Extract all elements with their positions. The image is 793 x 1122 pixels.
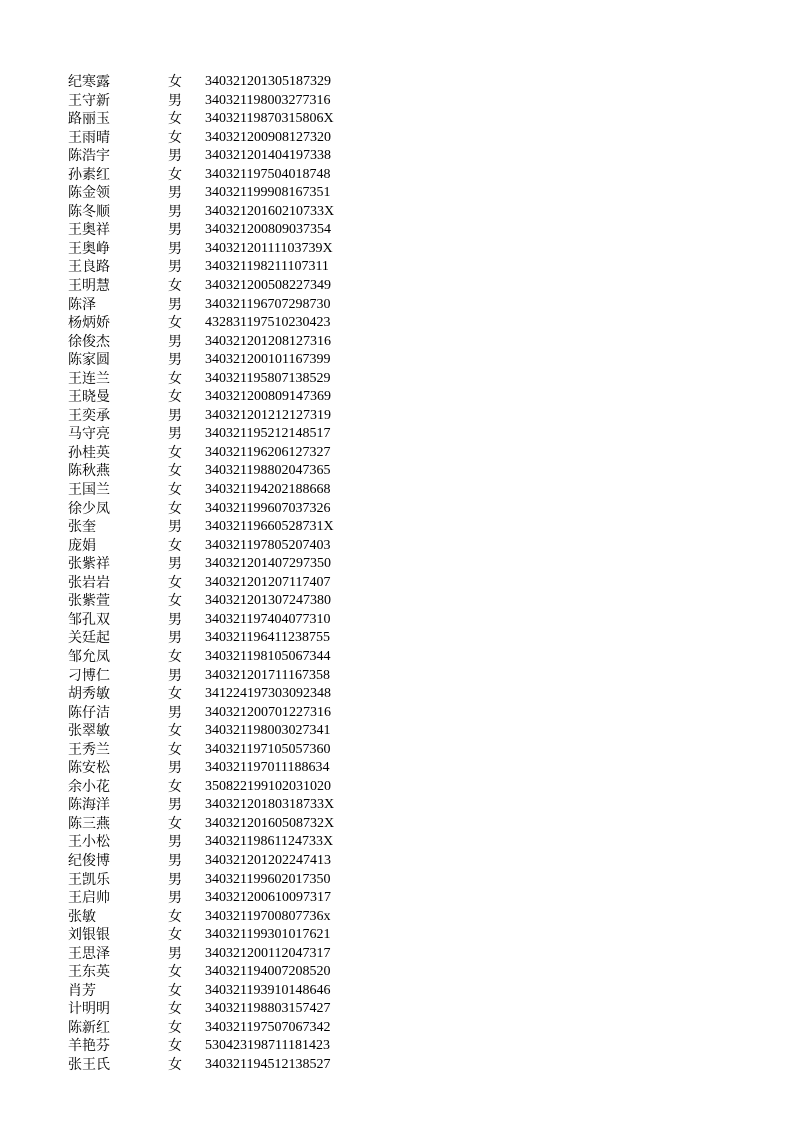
name-cell: 陈浩宇 (68, 148, 110, 165)
id-number-cell: 34032120111103739X (205, 240, 333, 256)
id-number-cell: 341224197303092348 (205, 686, 331, 702)
id-number-cell: 340321201404197338 (205, 148, 331, 164)
name-cell: 陈冬顺 (68, 203, 110, 220)
gender-cell: 男 (168, 890, 182, 907)
gender-cell: 男 (168, 407, 182, 424)
id-number-cell: 340321201202247413 (205, 852, 331, 868)
name-cell: 王启帅 (68, 890, 110, 907)
id-number-cell: 340321201711167358 (205, 667, 330, 683)
id-number-cell: 340321197504018748 (205, 166, 331, 182)
id-number-cell: 340321198105067344 (205, 648, 331, 664)
id-number-cell: 340321196411238755 (205, 630, 330, 646)
name-cell: 王良路 (68, 259, 110, 276)
name-cell: 王小松 (68, 834, 110, 851)
name-cell: 张翠敏 (68, 723, 110, 740)
name-cell: 王秀兰 (68, 741, 110, 758)
name-cell: 张紫萱 (68, 593, 110, 610)
name-cell: 胡秀敏 (68, 686, 110, 703)
name-cell: 计明明 (68, 1001, 110, 1018)
name-cell: 张紫祥 (68, 556, 110, 573)
id-number-cell: 34032120160210733X (205, 203, 335, 219)
name-cell: 马守亮 (68, 426, 110, 443)
gender-cell: 女 (168, 741, 182, 758)
id-number-cell: 340321197404077310 (205, 611, 331, 627)
id-number-cell: 340321193910148646 (205, 982, 331, 998)
name-cell: 张王氏 (68, 1056, 110, 1073)
name-cell: 纪俊博 (68, 852, 110, 869)
name-cell: 王守新 (68, 92, 110, 109)
gender-cell: 男 (168, 203, 182, 220)
gender-cell: 男 (168, 760, 182, 777)
name-cell: 邹允凤 (68, 648, 110, 665)
id-number-cell: 340321201208127316 (205, 333, 331, 349)
gender-cell: 男 (168, 426, 182, 443)
gender-cell: 男 (168, 259, 182, 276)
id-number-cell: 340321196707298730 (205, 296, 331, 312)
name-cell: 王思泽 (68, 945, 110, 962)
id-number-cell: 34032120160508732X (205, 815, 335, 831)
name-cell: 王凯乐 (68, 871, 110, 888)
gender-cell: 男 (168, 240, 182, 257)
name-cell: 王东英 (68, 964, 110, 981)
id-number-cell: 340321198211107311 (205, 259, 329, 275)
gender-cell: 男 (168, 92, 182, 109)
name-cell: 王连兰 (68, 370, 110, 387)
name-cell: 羊艳芬 (68, 1038, 110, 1055)
gender-cell: 女 (168, 500, 182, 517)
gender-cell: 男 (168, 704, 182, 721)
gender-cell: 女 (168, 982, 182, 999)
id-number-cell: 340321194007208520 (205, 964, 331, 980)
name-cell: 徐俊杰 (68, 333, 110, 350)
gender-cell: 女 (168, 574, 182, 591)
gender-cell: 男 (168, 871, 182, 888)
gender-cell: 男 (168, 352, 182, 369)
gender-cell: 男 (168, 797, 182, 814)
id-number-cell: 340321201305187329 (205, 74, 331, 89)
gender-cell: 男 (168, 519, 182, 536)
gender-cell: 男 (168, 222, 182, 239)
id-number-cell: 34032119660528731X (205, 519, 334, 535)
id-number-cell: 34032119870315806X (205, 111, 334, 127)
id-number-cell: 340321199602017350 (205, 871, 331, 887)
id-number-cell: 340321201212127319 (205, 407, 331, 423)
gender-cell: 女 (168, 463, 182, 480)
gender-cell: 女 (168, 908, 182, 925)
name-cell: 王明慧 (68, 278, 110, 295)
gender-cell: 女 (168, 1056, 182, 1073)
name-cell: 张奎 (68, 519, 96, 536)
name-cell: 肖芳 (68, 982, 96, 999)
id-number-cell: 340321200809147369 (205, 389, 331, 405)
id-number-cell: 34032120180318733X (205, 797, 335, 813)
gender-cell: 男 (168, 834, 182, 851)
id-number-cell: 340321200809037354 (205, 222, 331, 238)
gender-cell: 男 (168, 852, 182, 869)
gender-cell: 女 (168, 129, 182, 146)
id-number-cell: 340321198003027341 (205, 723, 331, 739)
name-cell: 邹孔双 (68, 611, 110, 628)
id-number-cell: 350822199102031020 (205, 778, 331, 794)
gender-cell: 男 (168, 148, 182, 165)
gender-cell: 女 (168, 1001, 182, 1018)
gender-cell: 男 (168, 611, 182, 628)
id-number-cell: 530423198711181423 (205, 1038, 330, 1054)
name-cell: 陈金领 (68, 185, 110, 202)
id-number-cell: 340321199607037326 (205, 500, 331, 516)
gender-cell: 女 (168, 815, 182, 832)
id-number-cell: 340321194512138527 (205, 1056, 331, 1072)
id-number-cell: 340321200508227349 (205, 278, 331, 294)
name-cell: 陈三燕 (68, 815, 110, 832)
name-cell: 陈仔洁 (68, 704, 110, 721)
name-cell: 陈泽 (68, 296, 96, 313)
id-number-cell: 340321201307247380 (205, 593, 331, 609)
gender-cell: 女 (168, 315, 182, 332)
name-cell: 余小花 (68, 778, 110, 795)
name-cell: 陈海洋 (68, 797, 110, 814)
id-number-cell: 340321196206127327 (205, 444, 331, 460)
name-cell: 路丽玉 (68, 111, 110, 128)
gender-cell: 女 (168, 593, 182, 610)
gender-cell: 女 (168, 1019, 182, 1036)
id-number-cell: 34032119861124733X (205, 834, 334, 850)
gender-cell: 女 (168, 370, 182, 387)
name-cell: 刁博仁 (68, 667, 110, 684)
gender-cell: 男 (168, 667, 182, 684)
id-number-cell: 340321199301017621 (205, 927, 331, 943)
gender-cell: 女 (168, 723, 182, 740)
name-cell: 陈新红 (68, 1019, 110, 1036)
gender-cell: 男 (168, 945, 182, 962)
gender-cell: 男 (168, 556, 182, 573)
gender-cell: 女 (168, 166, 182, 183)
name-cell: 杨炳娇 (68, 315, 110, 332)
gender-cell: 女 (168, 686, 182, 703)
gender-cell: 女 (168, 74, 182, 90)
name-cell: 关廷起 (68, 630, 110, 647)
gender-cell: 男 (168, 630, 182, 647)
name-cell: 王奥峥 (68, 240, 110, 257)
name-cell: 王晓曼 (68, 389, 110, 406)
id-number-cell: 340321198802047365 (205, 463, 331, 479)
gender-cell: 女 (168, 278, 182, 295)
id-number-cell: 340321197011188634 (205, 760, 330, 776)
id-number-cell: 340321200101167399 (205, 352, 331, 368)
id-number-cell: 340321198003277316 (205, 92, 331, 108)
name-cell: 孙素红 (68, 166, 110, 183)
id-number-cell: 34032119700807736x (205, 908, 331, 924)
gender-cell: 男 (168, 185, 182, 202)
id-number-cell: 340321198803157427 (205, 1001, 331, 1017)
gender-cell: 女 (168, 444, 182, 461)
id-number-cell: 340321194202188668 (205, 482, 331, 498)
gender-cell: 女 (168, 927, 182, 944)
id-number-cell: 340321200610097317 (205, 890, 331, 906)
name-cell: 王雨晴 (68, 129, 110, 146)
id-number-cell: 340321200701227316 (205, 704, 331, 720)
id-number-cell: 340321195212148517 (205, 426, 331, 442)
id-number-cell: 340321197805207403 (205, 537, 331, 553)
name-cell: 庞娟 (68, 537, 96, 554)
name-cell: 陈家圆 (68, 352, 110, 369)
name-cell: 王国兰 (68, 482, 110, 499)
id-number-cell: 340321201207117407 (205, 574, 331, 590)
name-cell: 王奥祥 (68, 222, 110, 239)
gender-cell: 女 (168, 964, 182, 981)
id-number-cell: 432831197510230423 (205, 315, 331, 331)
gender-cell: 女 (168, 778, 182, 795)
id-number-cell: 340321197507067342 (205, 1019, 331, 1035)
name-cell: 陈秋燕 (68, 463, 110, 480)
id-number-cell: 340321200908127320 (205, 129, 331, 145)
gender-cell: 男 (168, 296, 182, 313)
id-number-cell: 340321197105057360 (205, 741, 331, 757)
gender-cell: 女 (168, 389, 182, 406)
gender-cell: 女 (168, 537, 182, 554)
gender-cell: 女 (168, 482, 182, 499)
name-cell: 纪寒露 (68, 74, 110, 90)
id-number-cell: 340321200112047317 (205, 945, 331, 961)
name-cell: 陈安松 (68, 760, 110, 777)
id-number-cell: 340321199908167351 (205, 185, 331, 201)
name-cell: 徐少凤 (68, 500, 110, 517)
name-cell: 刘银银 (68, 927, 110, 944)
gender-cell: 女 (168, 648, 182, 665)
name-cell: 孙桂英 (68, 444, 110, 461)
id-number-cell: 340321201407297350 (205, 556, 331, 572)
gender-cell: 男 (168, 333, 182, 350)
gender-cell: 女 (168, 111, 182, 128)
name-cell: 张敏 (68, 908, 96, 925)
name-cell: 王奕承 (68, 407, 110, 424)
gender-cell: 女 (168, 1038, 182, 1055)
name-cell: 张岩岩 (68, 574, 110, 591)
id-number-cell: 340321195807138529 (205, 370, 331, 386)
